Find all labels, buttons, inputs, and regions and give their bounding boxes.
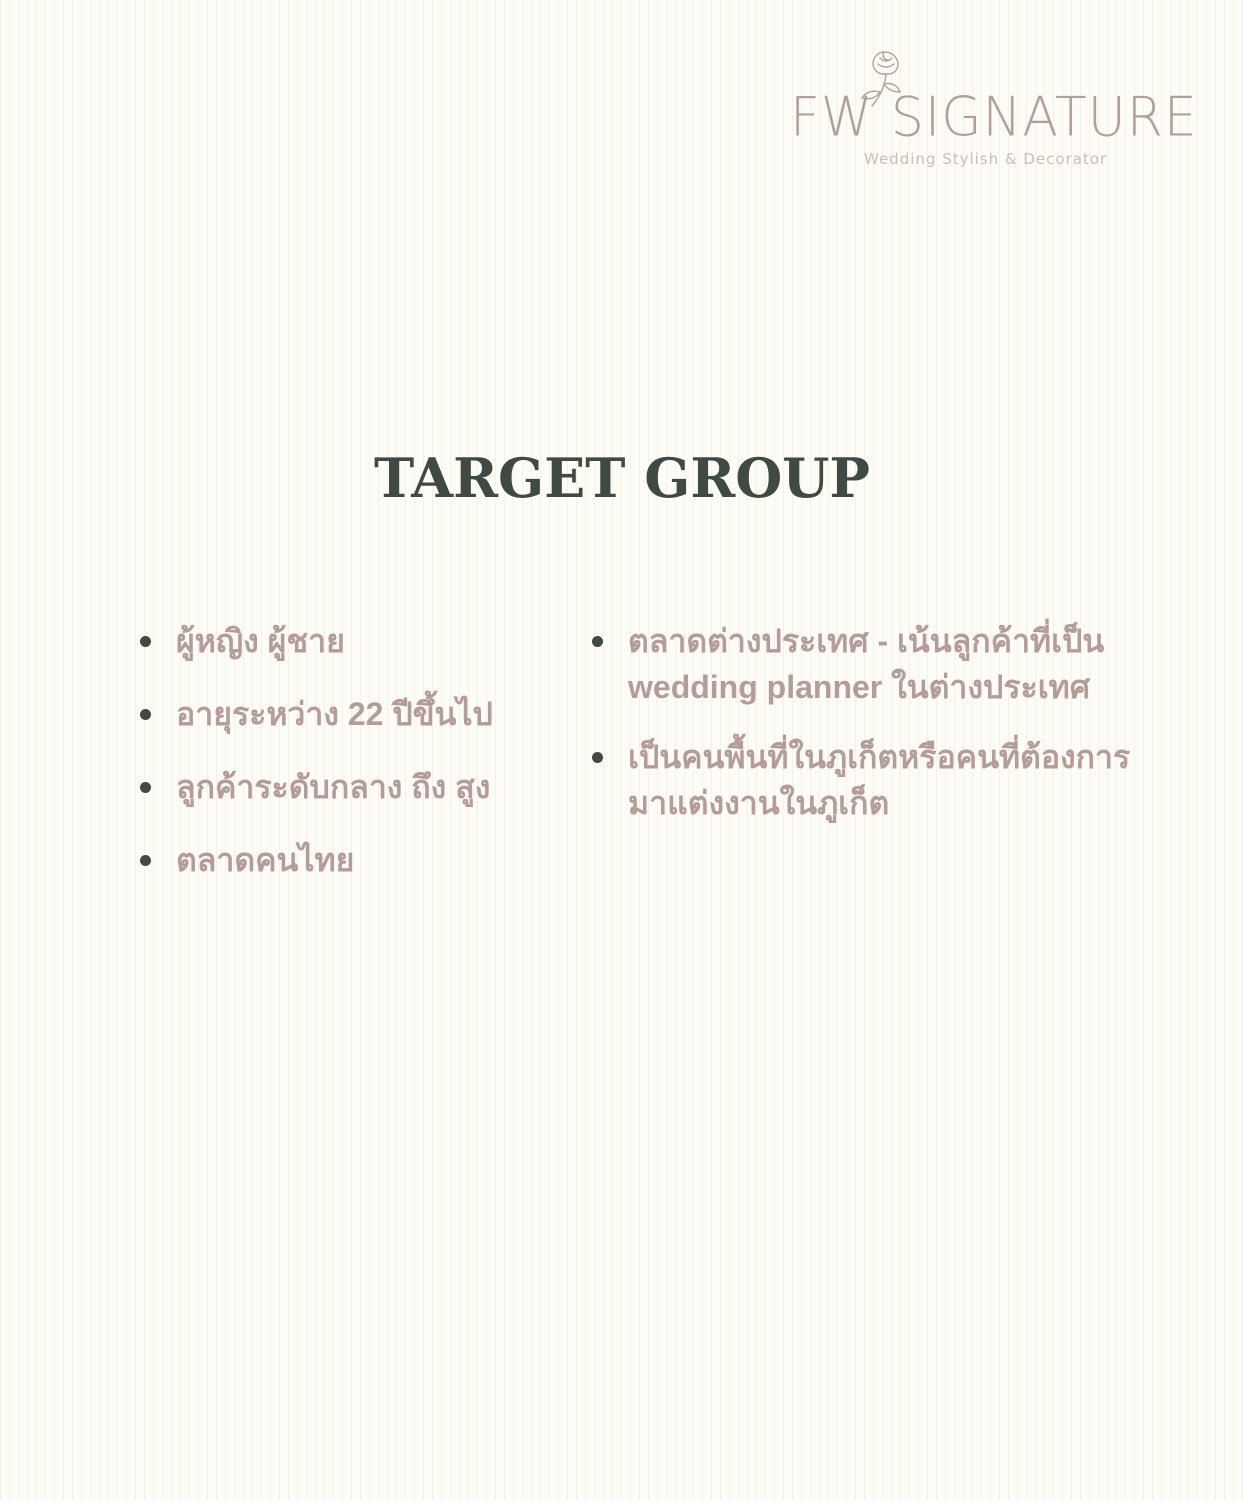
bullet-dot-icon (140, 782, 151, 793)
list-item (138, 764, 568, 810)
list-item (590, 618, 1190, 710)
list-item (138, 837, 568, 883)
list-item-text: ตลาดต่างประเทศ - เน้นลูกค้าที่เป็น wedding planner ในต่างประเทศ (628, 623, 1105, 705)
bullet-dot-icon (592, 752, 603, 763)
list-item (138, 691, 568, 737)
target-list-left (138, 618, 568, 910)
bullet-dot-icon (140, 855, 151, 866)
bullet-dot-icon (140, 636, 151, 647)
page-title: TARGET GROUP (374, 446, 870, 510)
bullet-dot-icon (140, 709, 151, 720)
brand-tagline: Wedding Stylish & Decorator (864, 150, 1108, 168)
list-item-text: ลูกค้าระดับกลาง ถึง สูง (176, 769, 491, 805)
list-item (138, 618, 568, 664)
list-item-text: เป็นคนพื้นที่ในภูเก็ตหรือคนที่ต้องการ มาแต่งงานในภูเก็ต (628, 739, 1131, 821)
brand-logo (780, 40, 1198, 180)
target-list-right (590, 618, 1190, 850)
list-item (590, 734, 1190, 826)
list-item-text: ตลาดคนไทย (176, 842, 355, 878)
brand-wordmark: FW SIGNATURE (790, 86, 1198, 149)
bullet-dot-icon (592, 636, 603, 647)
list-item-text: ผู้หญิง ผู้ชาย (176, 623, 345, 659)
list-item-text: อายุระหว่าง 22 ปีขึ้นไป (176, 696, 493, 732)
